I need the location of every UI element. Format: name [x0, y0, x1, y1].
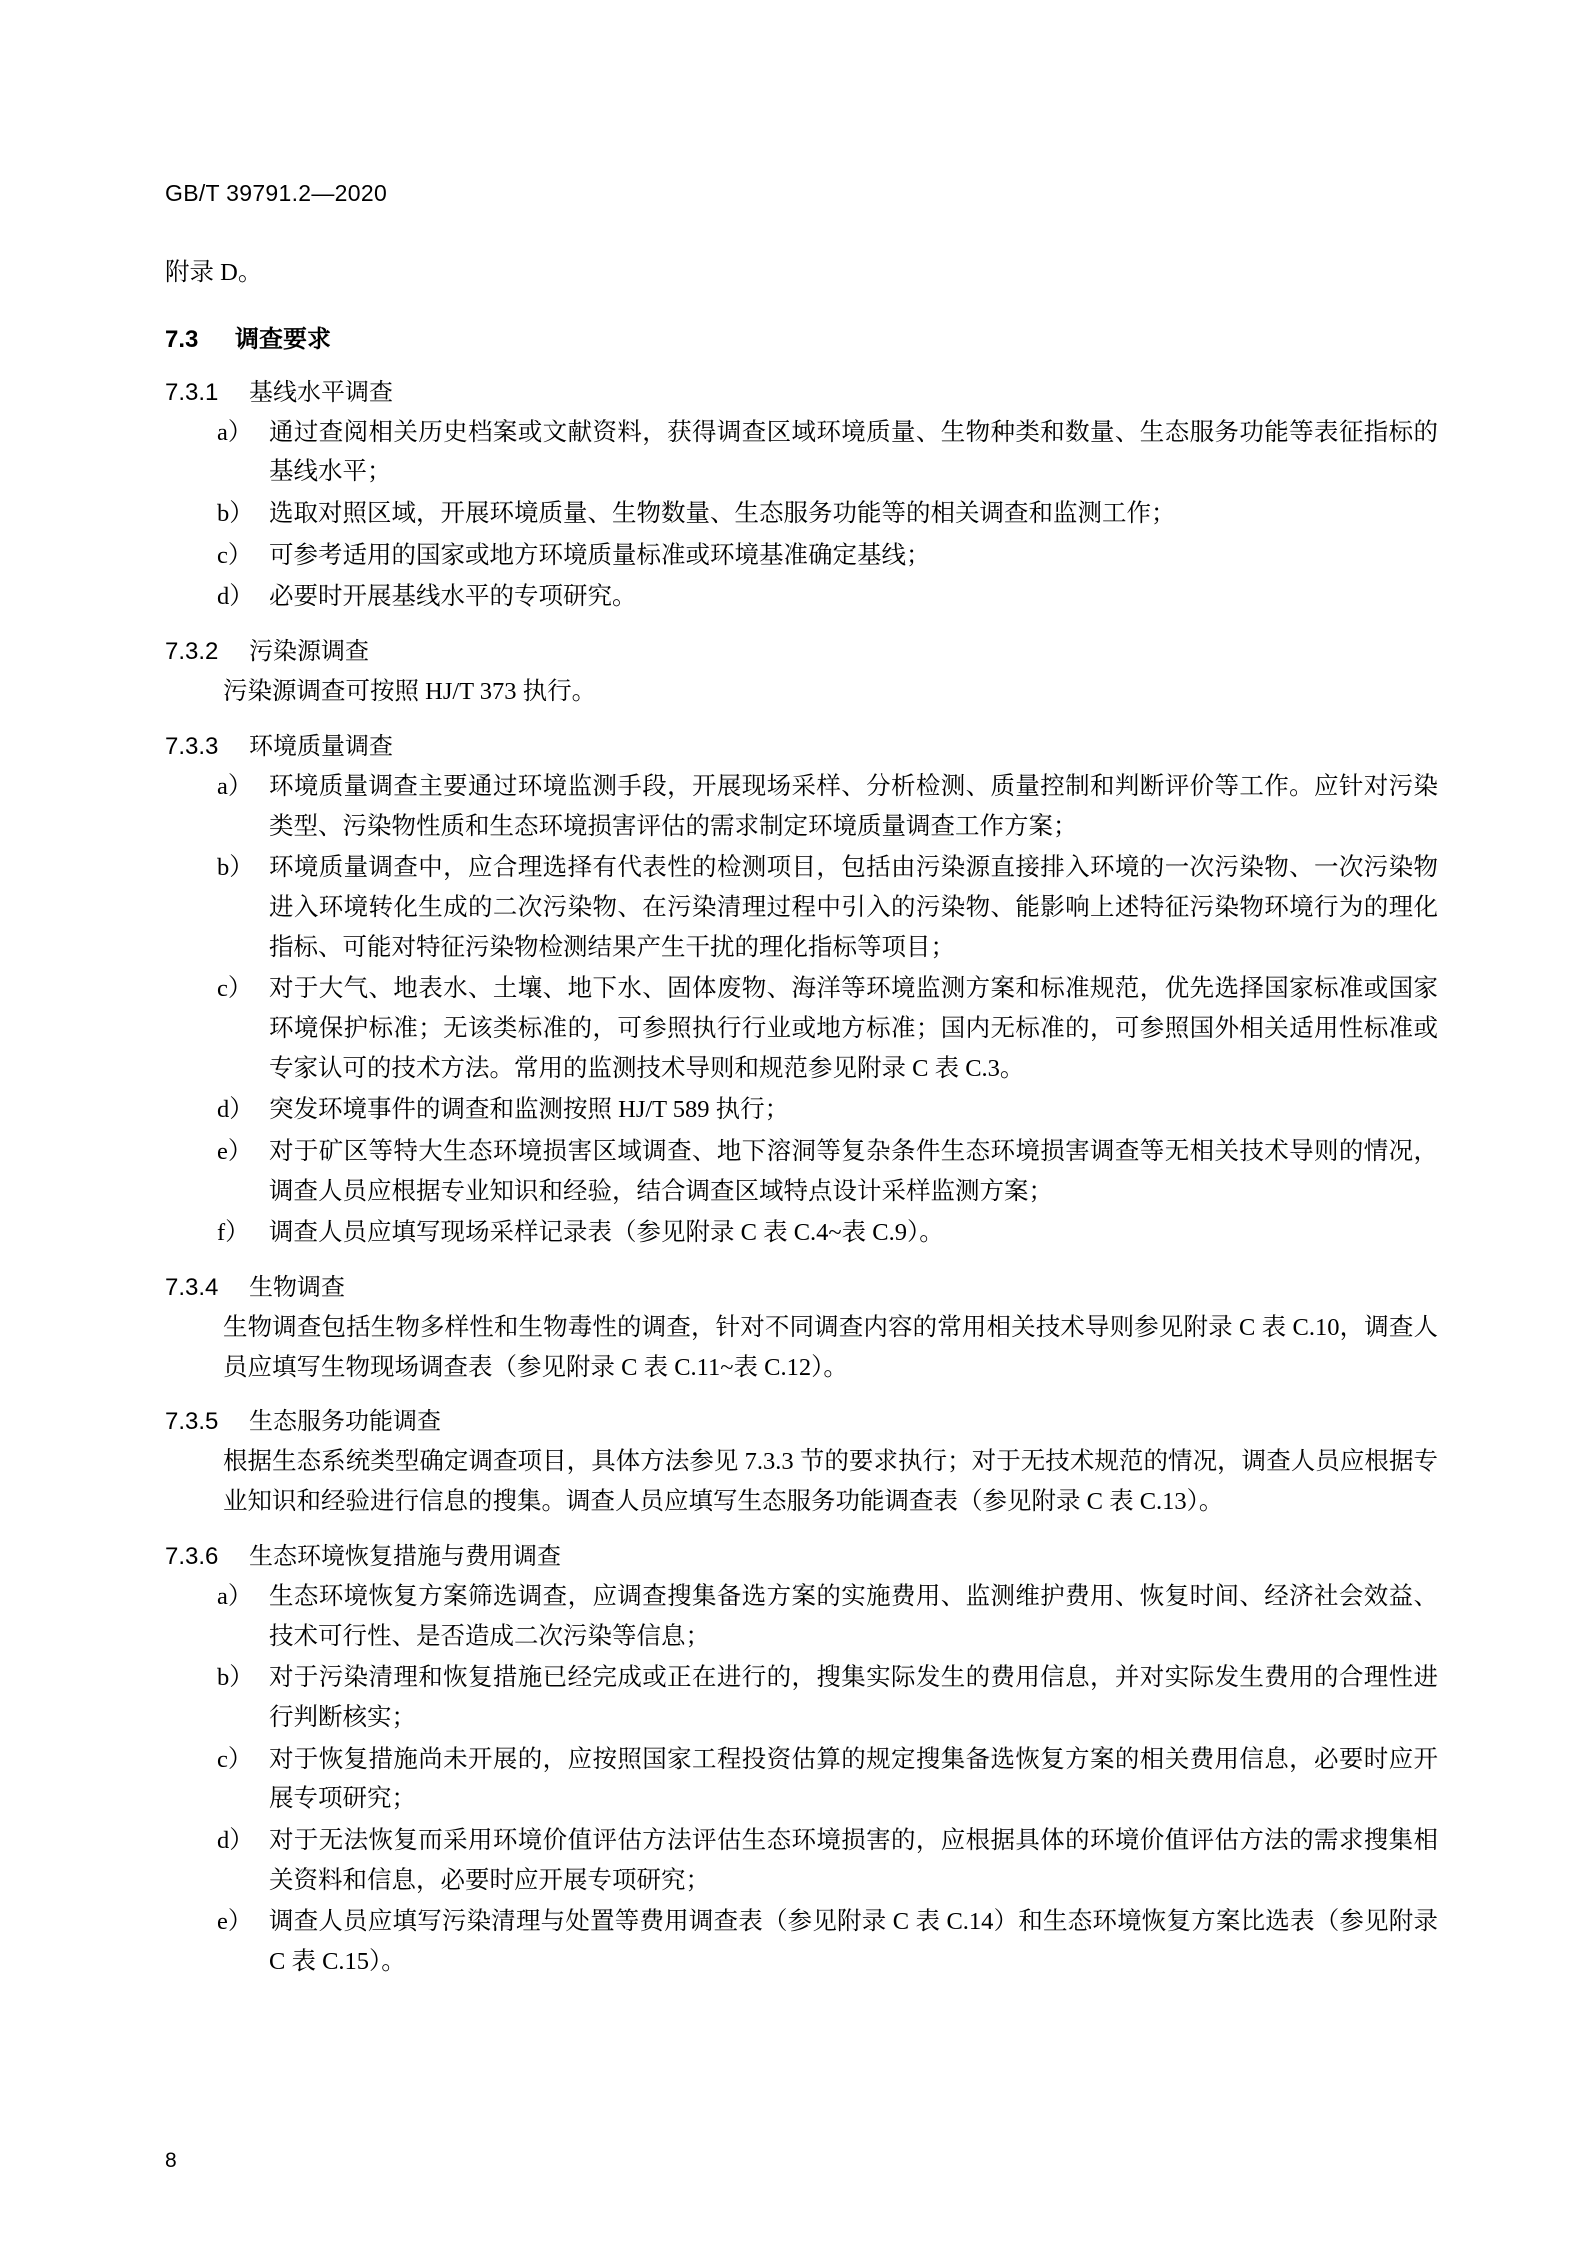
subsection-heading-736: [165, 1536, 1438, 1571]
subsection-body-734: 生物调查包括生物多样性和生物毒性的调查，针对不同调查内容的常用相关技术导则参见附录 C 表 C.10，调查人员应填写生物现场调查表（参见附录 C 表 C.11~表 C.12）。: [223, 1314, 1438, 1381]
list-text: 选取对照区域，开展环境质量、生物数量、生态服务功能等的相关调查和监测工作；: [269, 500, 1176, 528]
subsection-heading-732: [165, 631, 1438, 666]
subsection-title: 生态服务功能调查: [249, 1408, 441, 1436]
list-marker: d）: [217, 1096, 254, 1124]
list-text: 对于大气、地表水、土壤、地下水、固体废物、海洋等环境监测方案和标准规范，优先选择国家标准或国家环境保护标准；无该类标准的，可参照执行行业或地方标准；国内无标准的，可参照国外相关适用性标准或专家认可的技术方法。常用的监测技术导则和规范参见附录 C 表 C.3。: [269, 975, 1438, 1082]
list-text: 对于污染清理和恢复措施已经完成或正在进行的，搜集实际发生的费用信息，并对实际发生费用的合理性进行判断核实；: [269, 1664, 1438, 1731]
list-text: 环境质量调查主要通过环境监测手段，开展现场采样、分析检测、质量控制和判断评价等工作。应针对污染类型、污染物性质和生态环境损害评估的需求制定环境质量调查工作方案；: [269, 772, 1438, 840]
list-text: 对于无法恢复而采用环境价值评估方法评估生态环境损害的，应根据具体的环境价值评估方法的需求搜集相关资料和信息，必要时应开展专项研究；: [269, 1826, 1438, 1894]
list-marker: a）: [217, 418, 253, 446]
page-number: 8: [165, 2149, 177, 2172]
list-text: 通过查阅相关历史档案或文献资料，获得调查区域环境质量、生物种类和数量、生态服务功能等表征指标的基线水平；: [269, 418, 1438, 486]
list-marker: c）: [217, 975, 253, 1003]
list-marker: b）: [217, 500, 254, 528]
list-item: [165, 848, 1438, 967]
list-item: [165, 577, 1438, 617]
list-marker: c）: [217, 541, 253, 569]
list-item: [165, 1577, 1438, 1656]
list-text: 对于矿区等特大生态环境损害区域调查、地下溶洞等复杂条件生态环境损害调查等无相关技术导则的情况，调查人员应根据专业知识和经验，结合调查区域特点设计采样监测方案；: [269, 1138, 1438, 1205]
section-heading: [165, 319, 1438, 354]
list-item: [165, 1213, 1438, 1253]
list-733: [165, 767, 1438, 1253]
subsection-body-735: 根据生态系统类型确定调查项目，具体方法参见 7.3.3 节的要求执行；对于无技术规范的情况，调查人员应根据专业知识和经验进行信息的搜集。调查人员应填写生态服务功能调查表（参见附录 C 表 C.13）。: [223, 1448, 1438, 1516]
subsection-title: 基线水平调查: [249, 378, 393, 406]
list-item: [165, 1740, 1438, 1819]
subsection-title: 环境质量调查: [249, 732, 393, 760]
list-text: 对于恢复措施尚未开展的，应按照国家工程投资估算的规定搜集备选恢复方案的相关费用信息，必要时应开展专项研究；: [269, 1745, 1438, 1813]
list-item: [165, 1902, 1438, 1981]
list-item: [165, 1821, 1438, 1900]
list-item: [165, 1132, 1438, 1211]
list-marker: f）: [217, 1219, 250, 1247]
list-marker: b）: [217, 854, 254, 882]
list-text: 调查人员应填写现场采样记录表（参见附录 C 表 C.4~表 C.9）。: [269, 1219, 944, 1247]
subsection-number: 7.3.6: [165, 1542, 219, 1570]
list-item: [165, 767, 1438, 846]
subsection-heading-733: [165, 726, 1438, 761]
list-item: [165, 413, 1438, 492]
list-736: [165, 1577, 1438, 1982]
subsection-number: 7.3.1: [165, 378, 219, 406]
subsection-number: 7.3.2: [165, 638, 219, 666]
list-marker: a）: [217, 1582, 253, 1610]
list-item: [165, 969, 1438, 1088]
list-marker: d）: [217, 583, 254, 611]
list-text: 生态环境恢复方案筛选调查，应调查搜集备选方案的实施费用、监测维护费用、恢复时间、经济社会效益、技术可行性、是否造成二次污染等信息；: [269, 1582, 1438, 1650]
list-marker: d）: [217, 1826, 254, 1854]
section-title: 调查要求: [235, 325, 331, 353]
subsection-heading-734: [165, 1267, 1438, 1302]
subsection-number: 7.3.4: [165, 1274, 219, 1302]
list-item: [165, 494, 1438, 534]
subsection-title: 污染源调查: [249, 638, 369, 666]
subsection-number: 7.3.3: [165, 732, 219, 760]
intro-paragraph: 附录 D。: [165, 259, 263, 286]
subsection-title: 生态环境恢复措施与费用调查: [249, 1542, 561, 1570]
list-item: [165, 1658, 1438, 1737]
section-number: 7.3: [165, 325, 199, 353]
list-731: [165, 413, 1438, 617]
list-text: 环境质量调查中，应合理选择有代表性的检测项目，包括由污染源直接排入环境的一次污染物、一次污染物进入环境转化生成的二次污染物、在污染清理过程中引入的污染物、能影响上述特征污染物环境行为的理化指标、可能对特征污染物检测结果产生干扰的理化指标等项目；: [269, 854, 1438, 961]
list-item: [165, 536, 1438, 576]
list-item: [165, 1090, 1438, 1130]
subsection-body-732: 污染源调查可按照 HJ/T 373 执行。: [223, 678, 597, 706]
list-marker: c）: [217, 1745, 253, 1773]
subsection-title: 生物调查: [249, 1274, 345, 1302]
subsection-heading-735: [165, 1401, 1438, 1436]
page-header: GB/T 39791.2—2020: [165, 180, 388, 206]
list-marker: e）: [217, 1138, 253, 1165]
list-marker: a）: [217, 772, 253, 800]
list-text: 调查人员应填写污染清理与处置等费用调查表（参见附录 C 表 C.14）和生态环境恢复方案比选表（参见附录 C 表 C.15）。: [269, 1908, 1438, 1975]
list-text: 突发环境事件的调查和监测按照 HJ/T 589 执行；: [269, 1096, 790, 1124]
list-text: 必要时开展基线水平的专项研究。: [269, 583, 637, 611]
list-text: 可参考适用的国家或地方环境质量标准或环境基准确定基线；: [269, 541, 931, 569]
subsection-number: 7.3.5: [165, 1408, 219, 1436]
list-marker: b）: [217, 1664, 254, 1692]
list-marker: e）: [217, 1908, 253, 1936]
subsection-heading-731: [165, 372, 1438, 407]
